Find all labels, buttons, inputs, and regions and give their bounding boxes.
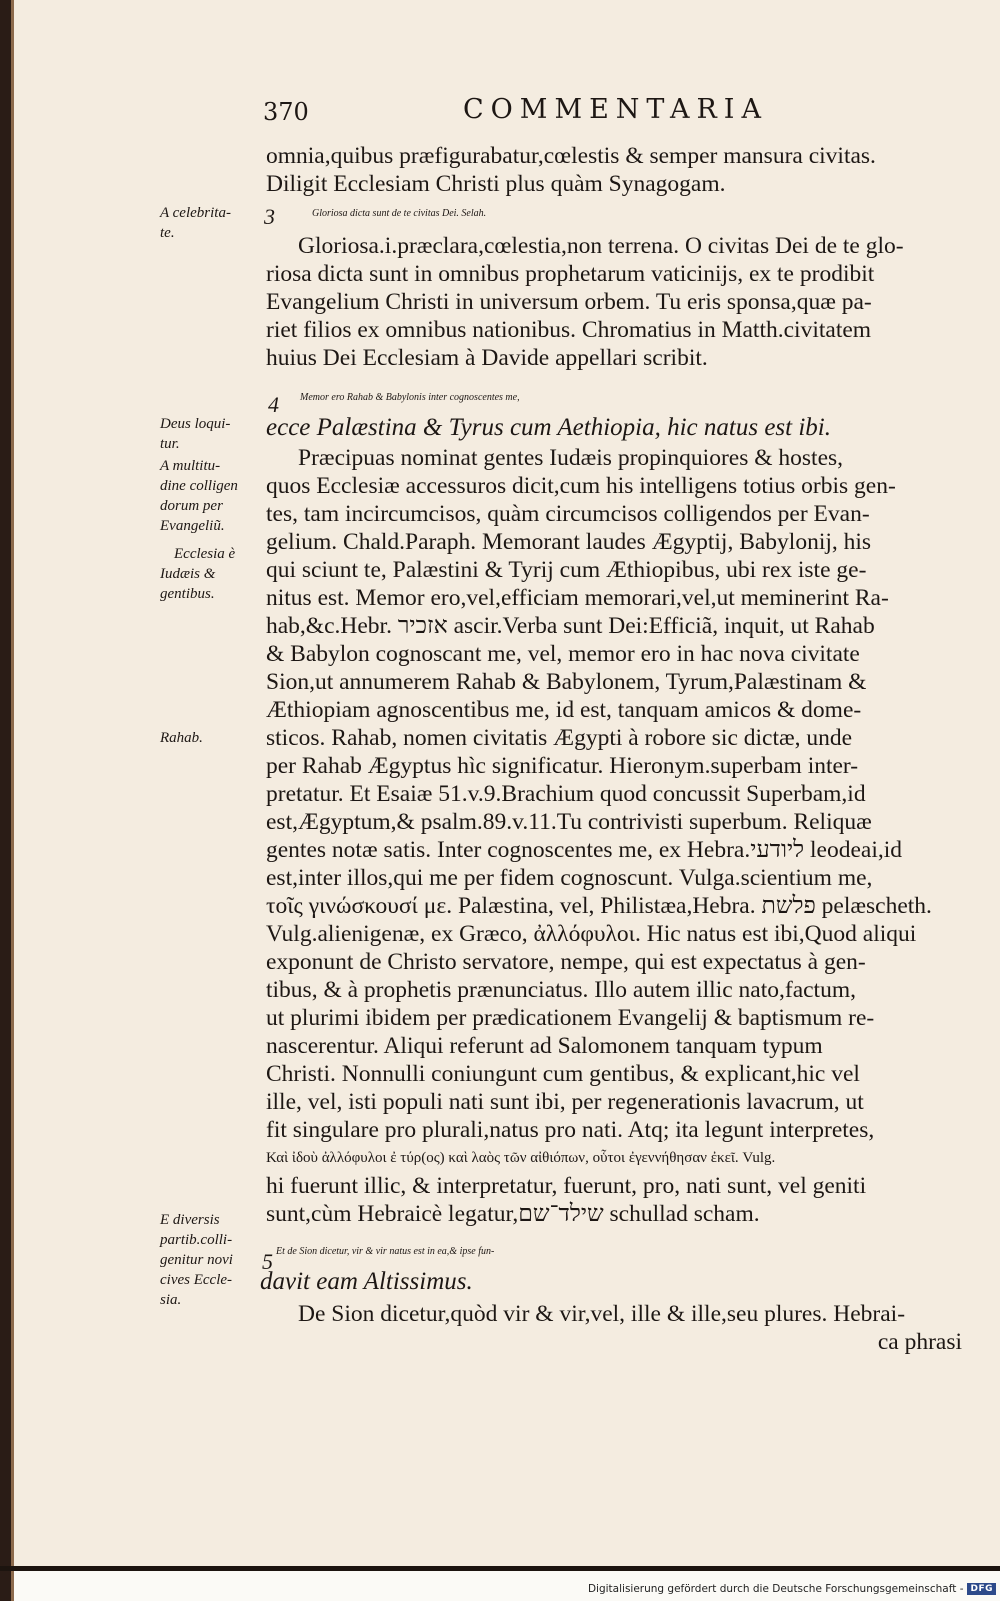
text-line: Præcipuas nominat gentes Iudæis propinquiores & hostes, — [298, 445, 844, 471]
margin-note-line: sia. — [160, 1292, 182, 1308]
footer — [588, 1580, 996, 1598]
verse-5 — [276, 1238, 976, 1266]
margin-note-line: Deus loqui- — [160, 416, 231, 432]
margin-note-line: Rahab. — [160, 730, 203, 746]
verse-line: Gloriosa dicta sunt de te civitas Dei. Selah. — [312, 208, 487, 219]
page-header — [263, 94, 963, 138]
margin-note-line: Ecclesia è — [174, 546, 236, 562]
text-line: nascerentur. Aliqui referunt ad Salomonem tanquam typum — [266, 1033, 823, 1059]
footer-credit: Digitalisierung gefördert durch die Deutsche Forschungsgemeinschaft - — [587, 1583, 964, 1595]
page-number: 370 — [263, 98, 309, 126]
margin-note-line: partib.colli- — [160, 1232, 233, 1248]
text-line: tibus, & à prophetis prænunciatus. Illo autem illic nato,factum, — [266, 977, 856, 1003]
text-line: & Babylon cognoscant me, vel, memor ero in hac nova civitate — [266, 641, 860, 667]
dfg-logo: DFG — [967, 1583, 996, 1595]
text-block-1 — [266, 142, 966, 198]
verse-line: ecce Palæstina & Tyrus cum Aethiopia, hic natus est ibi. — [266, 414, 831, 441]
text-line: qui sciunt te, Palæstini & Tyrij cum Æthiopibus, ubi rex iste ge- — [266, 557, 867, 583]
verse-3 — [312, 200, 1000, 228]
bottom-rule — [0, 1566, 1000, 1571]
margin-note-line: dorum per — [160, 498, 223, 514]
book-binding-edge — [0, 0, 14, 1601]
verse-5-cont — [260, 1268, 960, 1296]
text-line: per Rahab Ægyptus hìc significatur. Hieronym.superbam inter- — [266, 753, 859, 779]
margin-note-line: Iudæis & — [160, 566, 216, 582]
text-block-3 — [266, 444, 966, 1228]
margin-note-line: tur. — [160, 436, 180, 452]
text-line: nitus est. Memor ero,vel,efficiam memorari,vel,ut meminerint Ra- — [266, 585, 889, 611]
text-line: fit singulare pro plurali,natus pro nati. Atq; ita legunt interpretes, — [266, 1117, 875, 1143]
verse-number-4: 4 — [268, 392, 279, 417]
verse-4-cont — [266, 414, 966, 442]
text-line: De Sion dicetur,quòd vir & vir,vel, ille & ille,seu plures. Hebrai- — [298, 1301, 906, 1327]
verse-line: Memor ero Rahab & Babylonis inter cognoscentes me, — [300, 392, 520, 403]
text-block-2 — [266, 232, 966, 372]
running-head: COMMENTARIA — [463, 94, 768, 125]
verse-line: Et de Sion dicetur, vir & vir natus est in ea,& ipse fun- — [276, 1246, 495, 1257]
text-line: Gloriosa.i.præclara,cœlestia,non terrena. O civitas Dei de te glo- — [298, 233, 904, 259]
text-line: quos Ecclesiæ accessuros dicit,cum his intelligens totius orbis gen- — [266, 473, 896, 499]
margin-note-line: cives Eccle- — [160, 1272, 233, 1288]
margin-note-line: E diversis — [160, 1212, 220, 1228]
text-line: est,Ægyptum,& psalm.89.v.11.Tu contrivisti superbum. Reliquæ — [266, 809, 872, 835]
text-line: huius Dei Ecclesiam à Davide appellari scribit. — [266, 345, 708, 371]
text-line: omnia,quibus præfigurabatur,cœlestis & semper mansura civitas. — [266, 143, 876, 169]
margin-note-deus-loquitur — [160, 414, 264, 454]
margin-note-rahab — [160, 728, 264, 748]
text-line: Sion,ut annumerem Rahab & Babylonem, Tyrum,Palæstinam & — [266, 669, 867, 695]
text-line: ut plurimi ibidem per prædicationem Evangelij & baptismum re- — [266, 1005, 875, 1031]
text-line: pretatur. Et Esaiæ 51.v.9.Brachium quod concussit Superbam,id — [266, 781, 866, 807]
verse-number-5: 5 — [262, 1249, 273, 1274]
margin-note-line: A celebrita- — [160, 205, 231, 221]
margin-note-diversis — [160, 1210, 264, 1310]
text-line: Christi. Nonnulli coniungunt cum gentibus, & explicant,hic vel — [266, 1061, 860, 1087]
text-line-greek: Καὶ ἰδοὺ ἀλλόφυλοι ἐ τύρ(ος) καὶ λαὸς τῶν αἰθιόπων, οὗτοι ἐγεννήθησαν ἐκεῖ. Vulg. — [266, 1150, 776, 1166]
text-line: riosa dicta sunt in omnibus prophetarum vaticinijs, ex te prodibit — [266, 261, 875, 287]
margin-note-line: genitur novi — [160, 1252, 233, 1268]
margin-note-celebritate — [160, 203, 264, 243]
text-line: ille, vel, isti populi nati sunt ibi, per regenerationis lavacrum, ut — [266, 1089, 864, 1115]
text-block-4 — [266, 1300, 966, 1328]
text-line: τοῖς γινώσκουσί με. Palæstina, vel, Philistæa,Hebra. פלשת pelæscheth. — [266, 893, 932, 919]
text-line: gentes notæ satis. Inter cognoscentes me, ex Hebra.ליודעי leodeai,id — [266, 837, 903, 863]
margin-note-line: Evangeliũ. — [160, 518, 225, 534]
text-line: sunt,cùm Hebraicè legatur,שילד־שם schullad scham. — [266, 1201, 760, 1227]
margin-note-line: gentibus. — [160, 586, 215, 602]
text-line: exponunt de Christo servatore, nempe, qui est expectatus à gen- — [266, 949, 866, 975]
catchword: ca phrasi — [877, 1329, 962, 1355]
text-line: sticos. Rahab, nomen civitatis Ægypti à robore sic dictæ, unde — [266, 725, 853, 751]
text-line: hi fuerunt illic, & interpretatur, fuerunt, pro, nati sunt, vel geniti — [266, 1173, 867, 1199]
margin-note-line: A multitu- — [160, 458, 221, 474]
margin-note-multitudine — [160, 456, 264, 536]
margin-note-line: te. — [160, 225, 175, 241]
verse-4 — [300, 384, 1000, 412]
text-line: hab,&c.Hebr. אזכיר ascir.Verba sunt Dei:Efficiã, inquit, ut Rahab — [266, 613, 875, 639]
margin-note-line: dine colligen — [160, 478, 238, 494]
text-line: Vulg.alienigenæ, ex Græco, ἀλλόφυλοι. Hic natus est ibi,Quod aliqui — [266, 921, 917, 947]
text-line: tes, tam incircumcisos, quàm circumcisos colligendos per Evan- — [266, 501, 870, 527]
verse-line: davit eam Altissimus. — [260, 1268, 473, 1295]
text-line: Diligit Ecclesiam Christi plus quàm Synagogam. — [266, 171, 726, 197]
text-line: Evangelium Christi in universum orbem. Tu eris sponsa,quæ pa- — [266, 289, 872, 315]
margin-note-ecclesia — [160, 544, 264, 604]
text-line: est,inter illos,qui me per fidem cognoscunt. Vulga.scientium me, — [266, 865, 873, 891]
verse-number-3: 3 — [264, 204, 275, 229]
text-line: Æthiopiam agnoscentibus me, id est, tanquam amicos & dome- — [266, 697, 862, 723]
text-line: riet filios ex omnibus nationibus. Chromatius in Matth.civitatem — [266, 317, 872, 343]
text-line: gelium. Chald.Paraph. Memorant laudes Ægyptij, Babylonij, his — [266, 529, 872, 555]
